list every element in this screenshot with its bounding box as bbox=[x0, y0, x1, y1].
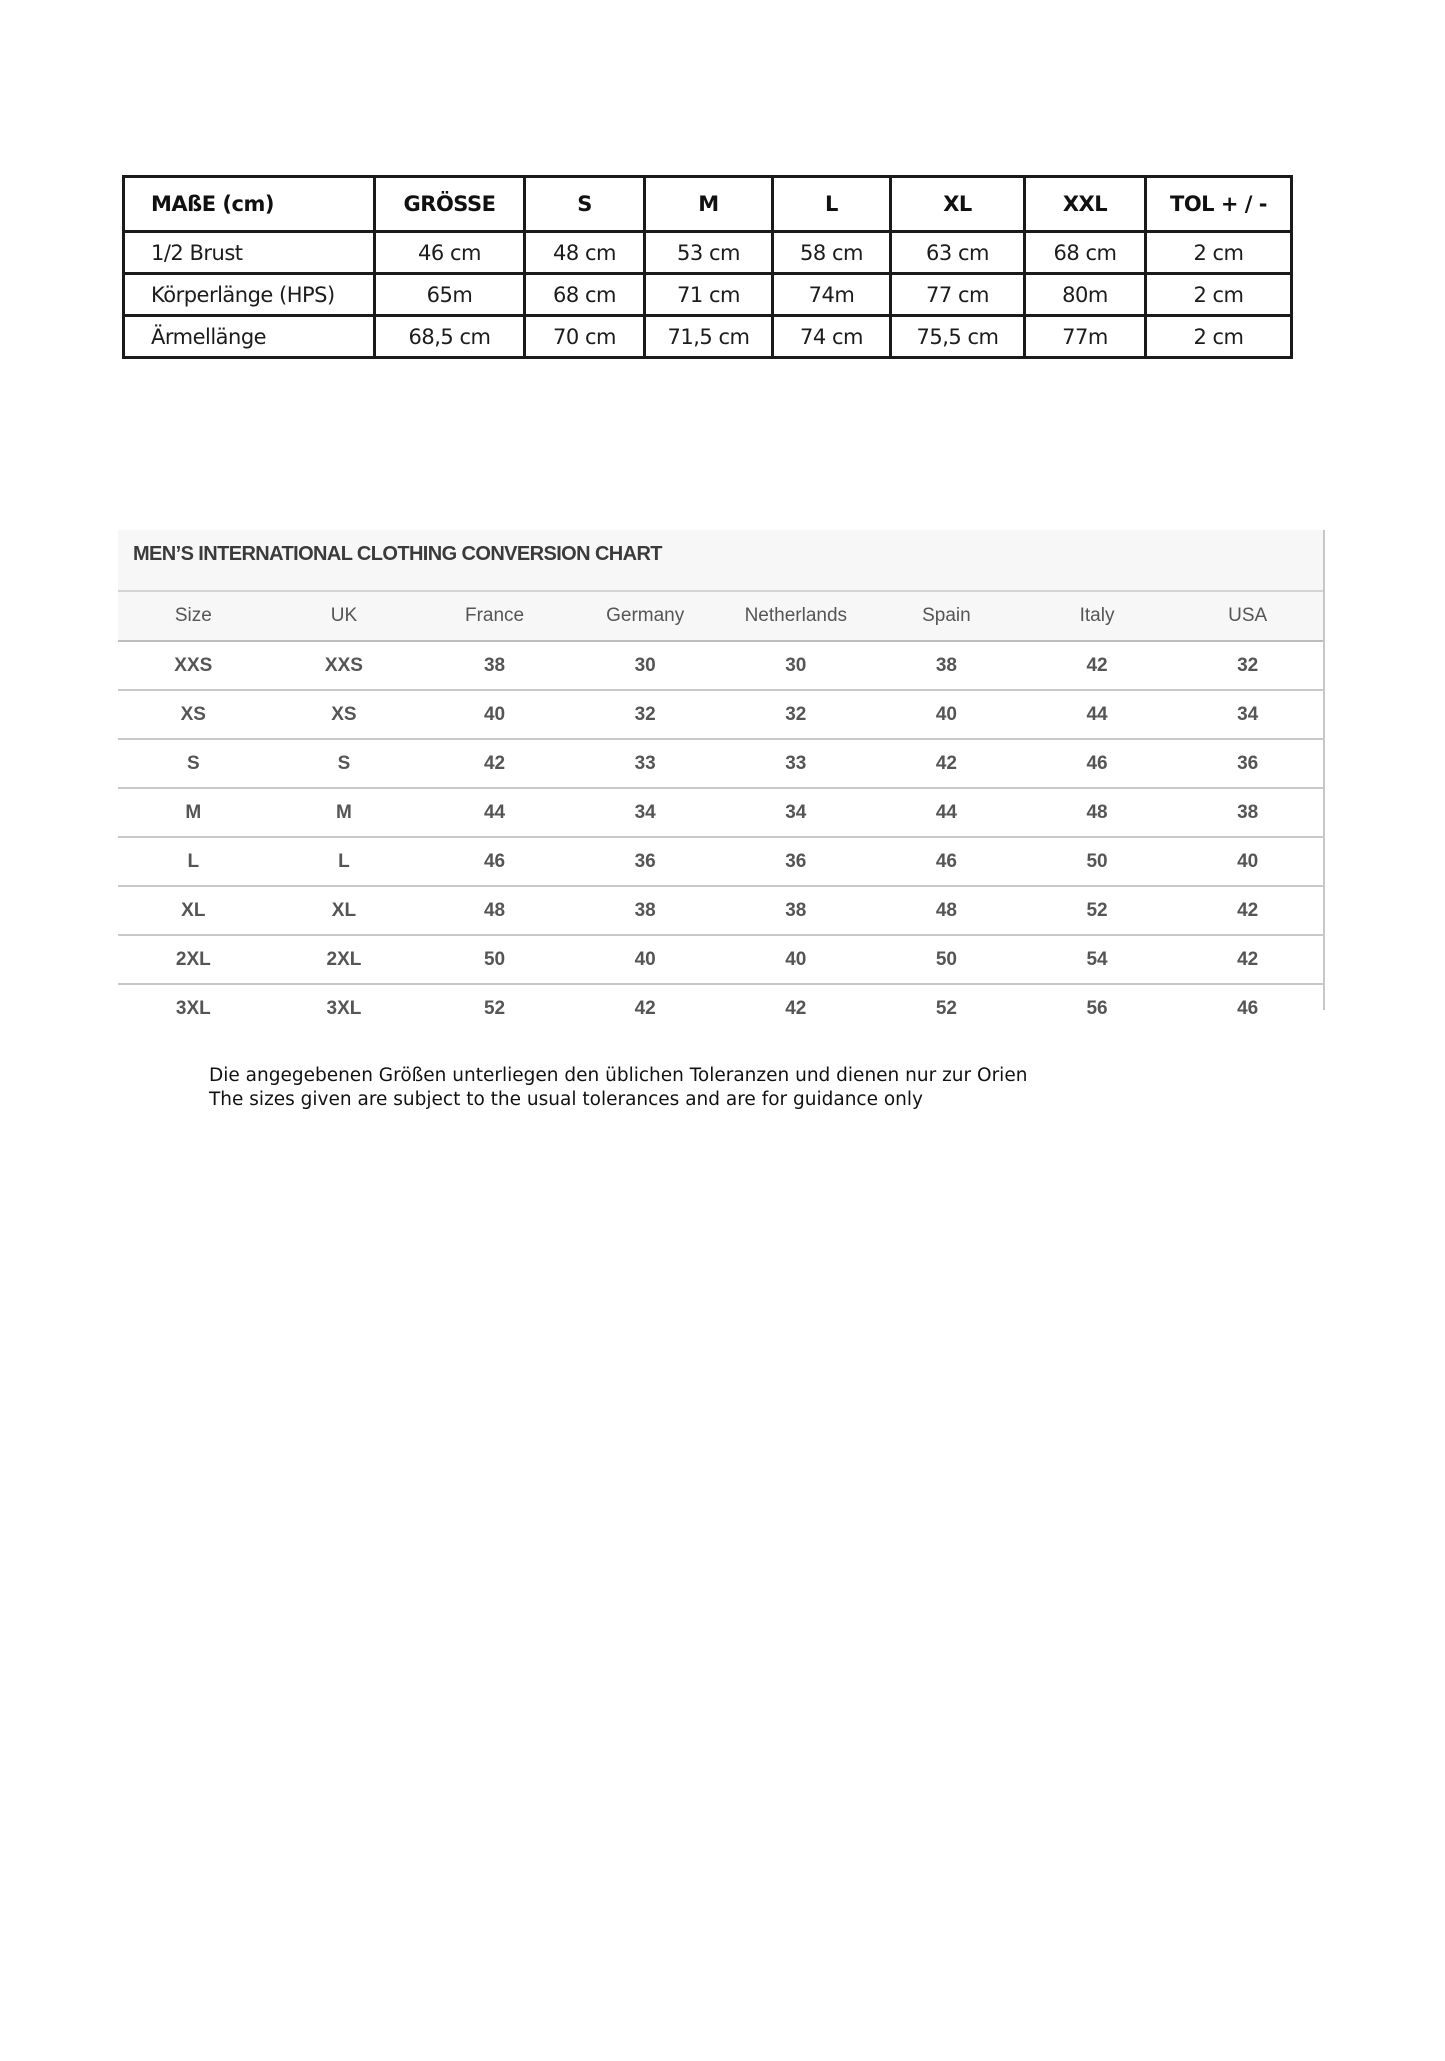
size-table-cell: 58 cm bbox=[773, 232, 891, 274]
conversion-cell: 42 bbox=[1172, 935, 1323, 984]
conversion-cell: XXS bbox=[269, 641, 420, 690]
conversion-cell: 38 bbox=[419, 641, 570, 690]
conversion-cell: 38 bbox=[1172, 788, 1323, 837]
conversion-header-cell: USA bbox=[1172, 592, 1323, 641]
conversion-cell: 50 bbox=[419, 935, 570, 984]
conversion-cell: 44 bbox=[871, 788, 1022, 837]
size-measurement-table bbox=[122, 175, 1293, 359]
conversion-cell: M bbox=[269, 788, 420, 837]
conversion-size-cell: XL bbox=[118, 886, 269, 935]
conversion-cell: L bbox=[269, 837, 420, 886]
size-table-cell: 71,5 cm bbox=[645, 316, 773, 358]
conversion-cell: 42 bbox=[871, 739, 1022, 788]
size-table-cell: 63 cm bbox=[891, 232, 1025, 274]
footnote-english: The sizes given are subject to the usual tolerances and are for guidance only bbox=[209, 1089, 923, 1110]
conversion-cell: 46 bbox=[1237, 997, 1259, 1019]
conversion-cell: 42 bbox=[1022, 641, 1173, 690]
conversion-cell: 38 bbox=[721, 886, 872, 935]
conversion-cell: 40 bbox=[871, 690, 1022, 739]
conversion-header-row bbox=[118, 592, 1323, 641]
size-table-row-label: Ärmellänge bbox=[124, 316, 375, 358]
conversion-cell: 50 bbox=[1022, 837, 1173, 886]
conversion-table bbox=[118, 592, 1323, 1032]
size-table-cell: 71 cm bbox=[645, 274, 773, 316]
conversion-cell: XS bbox=[269, 690, 420, 739]
conversion-cell: 48 bbox=[1022, 788, 1173, 837]
size-table-cell: 80m bbox=[1025, 274, 1146, 316]
size-table-row-label: 1/2 Brust bbox=[124, 232, 375, 274]
size-table-row bbox=[124, 274, 1292, 316]
conversion-cell: 34 bbox=[721, 788, 872, 837]
conversion-cell: 33 bbox=[570, 739, 721, 788]
size-table-header-cell: M bbox=[645, 177, 773, 232]
size-table-cell: 77 cm bbox=[891, 274, 1025, 316]
conversion-header-cell: Italy bbox=[1022, 592, 1173, 641]
conversion-cell: 38 bbox=[871, 641, 1022, 690]
conversion-chart-title: MEN’S INTERNATIONAL CLOTHING CONVERSION CHART bbox=[118, 530, 1323, 592]
conversion-cell: 52 bbox=[1022, 886, 1173, 935]
size-table-cell: 2 cm bbox=[1146, 232, 1292, 274]
size-table-cell: 74 cm bbox=[773, 316, 891, 358]
size-table-cell: 70 cm bbox=[525, 316, 645, 358]
size-table-header-row bbox=[124, 177, 1292, 232]
conversion-cell: 46 bbox=[419, 837, 570, 886]
conversion-row bbox=[118, 739, 1323, 788]
conversion-cell: 40 bbox=[419, 690, 570, 739]
conversion-chart bbox=[118, 530, 1325, 1019]
conversion-cell: S bbox=[269, 739, 420, 788]
conversion-cell: 46 bbox=[871, 837, 1022, 886]
size-table-header-cell: XXL bbox=[1025, 177, 1146, 232]
conversion-cell: 44 bbox=[419, 788, 570, 837]
conversion-cell: 3XL bbox=[326, 997, 362, 1019]
conversion-cell: 36 bbox=[1172, 739, 1323, 788]
conversion-cell: 44 bbox=[1022, 690, 1173, 739]
footnote bbox=[209, 1064, 1027, 1112]
size-table-cell: 68 cm bbox=[1025, 232, 1146, 274]
conversion-header-cell: France bbox=[419, 592, 570, 641]
conversion-cell: XL bbox=[269, 886, 420, 935]
conversion-cell: 42 bbox=[419, 739, 570, 788]
conversion-cell: 30 bbox=[721, 641, 872, 690]
conversion-size-cell: S bbox=[118, 739, 269, 788]
conversion-cell: 54 bbox=[1022, 935, 1173, 984]
conversion-cell: 46 bbox=[1022, 739, 1173, 788]
conversion-header-cell: UK bbox=[269, 592, 420, 641]
size-table-header-cell: TOL + / - bbox=[1146, 177, 1292, 232]
conversion-cell: 36 bbox=[570, 837, 721, 886]
conversion-cell: 56 bbox=[1086, 997, 1108, 1019]
conversion-size-cell: L bbox=[118, 837, 269, 886]
size-table-cell: 46 cm bbox=[375, 232, 525, 274]
size-table-cell: 65m bbox=[375, 274, 525, 316]
conversion-cell: 34 bbox=[570, 788, 721, 837]
conversion-header-cell: Spain bbox=[871, 592, 1022, 641]
conversion-cell: 40 bbox=[1172, 837, 1323, 886]
size-table-row bbox=[124, 316, 1292, 358]
conversion-cell: 34 bbox=[1172, 690, 1323, 739]
conversion-cell: 33 bbox=[721, 739, 872, 788]
conversion-cell: 32 bbox=[721, 690, 872, 739]
size-table-header-cell: GRÖSSE bbox=[375, 177, 525, 232]
size-table-row bbox=[124, 232, 1292, 274]
size-table-cell: 68,5 cm bbox=[375, 316, 525, 358]
conversion-row bbox=[118, 886, 1323, 935]
size-table-header-cell: S bbox=[525, 177, 645, 232]
conversion-cell: 50 bbox=[871, 935, 1022, 984]
conversion-cell: 2XL bbox=[269, 935, 420, 984]
conversion-header-cell: Germany bbox=[570, 592, 721, 641]
conversion-row bbox=[118, 788, 1323, 837]
conversion-cell: 42 bbox=[1172, 886, 1323, 935]
size-table-cell: 53 cm bbox=[645, 232, 773, 274]
conversion-row bbox=[118, 641, 1323, 690]
conversion-cell: 42 bbox=[785, 997, 807, 1019]
size-table-cell: 77m bbox=[1025, 316, 1146, 358]
conversion-row bbox=[118, 837, 1323, 886]
size-table-cell: 2 cm bbox=[1146, 316, 1292, 358]
conversion-cell: 36 bbox=[721, 837, 872, 886]
conversion-cell: 42 bbox=[634, 997, 656, 1019]
size-table-header-cell: MAßE (cm) bbox=[124, 177, 375, 232]
conversion-cell: 40 bbox=[721, 935, 872, 984]
conversion-cell: 48 bbox=[871, 886, 1022, 935]
footnote-german: Die angegebenen Größen unterliegen den üblichen Toleranzen und dienen nur zur Orien bbox=[209, 1065, 1028, 1086]
conversion-header-cell: Netherlands bbox=[721, 592, 872, 641]
size-table-header-cell: XL bbox=[891, 177, 1025, 232]
conversion-size-cell: XXS bbox=[118, 641, 269, 690]
conversion-size-cell: 2XL bbox=[118, 935, 269, 984]
size-table-row-label: Körperlänge (HPS) bbox=[124, 274, 375, 316]
conversion-cell: 30 bbox=[570, 641, 721, 690]
size-table-header-cell: L bbox=[773, 177, 891, 232]
size-table-cell: 74m bbox=[773, 274, 891, 316]
conversion-cell: 48 bbox=[419, 886, 570, 935]
size-table-cell: 48 cm bbox=[525, 232, 645, 274]
size-table-cell: 68 cm bbox=[525, 274, 645, 316]
conversion-cell: 52 bbox=[935, 997, 957, 1019]
conversion-size-cell: 3XL bbox=[175, 997, 211, 1019]
conversion-cell: 40 bbox=[570, 935, 721, 984]
conversion-row bbox=[118, 690, 1323, 739]
conversion-cell: 52 bbox=[483, 997, 506, 1019]
size-table-cell: 2 cm bbox=[1146, 274, 1292, 316]
conversion-header-cell: Size bbox=[118, 592, 269, 641]
conversion-row bbox=[118, 935, 1323, 984]
conversion-cell: 32 bbox=[570, 690, 721, 739]
conversion-cell: 32 bbox=[1172, 641, 1323, 690]
conversion-row bbox=[118, 984, 1323, 1032]
conversion-cell: 38 bbox=[570, 886, 721, 935]
conversion-size-cell: XS bbox=[118, 690, 269, 739]
size-table-cell: 75,5 cm bbox=[891, 316, 1025, 358]
conversion-size-cell: M bbox=[118, 788, 269, 837]
